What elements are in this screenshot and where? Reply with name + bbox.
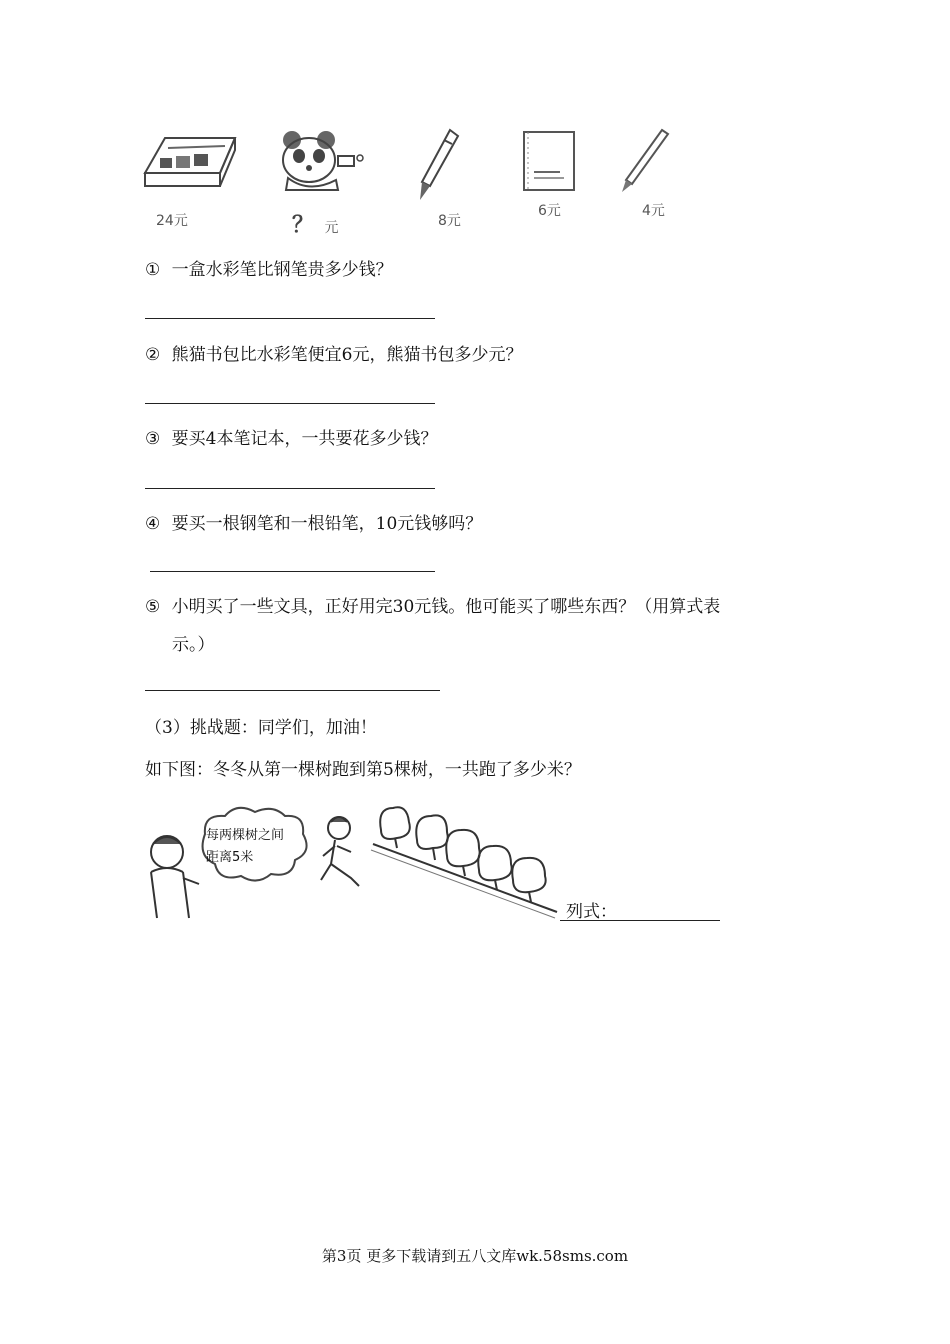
challenge-heading: （3）挑战题：同学们，加油！ bbox=[145, 718, 377, 738]
question-number: ③ bbox=[145, 429, 161, 449]
question-4 bbox=[145, 512, 482, 536]
question-text-continuation: 示。） bbox=[172, 635, 215, 655]
answer-line[interactable] bbox=[145, 690, 440, 691]
question-number: ① bbox=[145, 260, 161, 280]
price-label: 8元 bbox=[438, 213, 461, 229]
question-text: 一盒水彩笔比钢笔贵多少钱？ bbox=[171, 260, 393, 280]
watercolor-pen-box-icon bbox=[140, 128, 240, 198]
question-number: ④ bbox=[145, 514, 161, 534]
price-unit: 元 bbox=[324, 220, 339, 236]
question-number: ② bbox=[145, 345, 161, 365]
question-3 bbox=[145, 427, 437, 451]
question-5 bbox=[145, 595, 720, 619]
pencil-icon bbox=[618, 126, 672, 196]
tree-icon bbox=[446, 830, 479, 876]
question-1 bbox=[145, 258, 393, 282]
panda-bag-icon bbox=[278, 128, 370, 200]
teacher-icon bbox=[151, 836, 199, 918]
question-text: 小明买了一些文具，正好用完30元钱。他可能买了哪些东西？（用算式表 bbox=[171, 597, 721, 617]
question-text: 要买一根钢笔和一根铅笔，10元钱够吗？ bbox=[171, 514, 483, 534]
question-text: 熊猫书包比水彩笔便宜6元，熊猫书包多少元？ bbox=[171, 345, 523, 365]
price-label: 4元 bbox=[642, 203, 665, 219]
question-2 bbox=[145, 343, 522, 367]
answer-label: 列式： bbox=[566, 902, 617, 922]
question-text: 要买4本笔记本，一共要花多少钱？ bbox=[171, 429, 438, 449]
answer-line[interactable] bbox=[560, 920, 720, 921]
tree-icon bbox=[478, 846, 511, 890]
bubble-text-line1: 每两棵树之间 bbox=[206, 828, 285, 843]
tree-icon bbox=[380, 807, 410, 848]
answer-line[interactable] bbox=[150, 571, 435, 572]
price-label: 24元 bbox=[156, 213, 188, 229]
running-boy-icon bbox=[321, 817, 359, 886]
answer-line[interactable] bbox=[145, 488, 435, 489]
challenge-question: 如下图：冬冬从第一棵树跑到第5棵树，一共跑了多少米？ bbox=[145, 760, 581, 780]
page-footer: 第3页 更多下载请到五八文库wk.58sms.com bbox=[321, 1247, 629, 1265]
price-label: 6元 bbox=[538, 203, 561, 219]
question-number: ⑤ bbox=[145, 597, 161, 617]
bubble-text-line2: 距离5米 bbox=[206, 850, 254, 865]
notebook-icon bbox=[520, 128, 580, 194]
tree-icon bbox=[416, 815, 447, 860]
answer-line[interactable] bbox=[145, 318, 435, 319]
question-mark: ？ bbox=[292, 213, 315, 238]
fountain-pen-icon bbox=[412, 126, 462, 206]
answer-line[interactable] bbox=[145, 403, 435, 404]
tree-icon bbox=[512, 858, 545, 902]
